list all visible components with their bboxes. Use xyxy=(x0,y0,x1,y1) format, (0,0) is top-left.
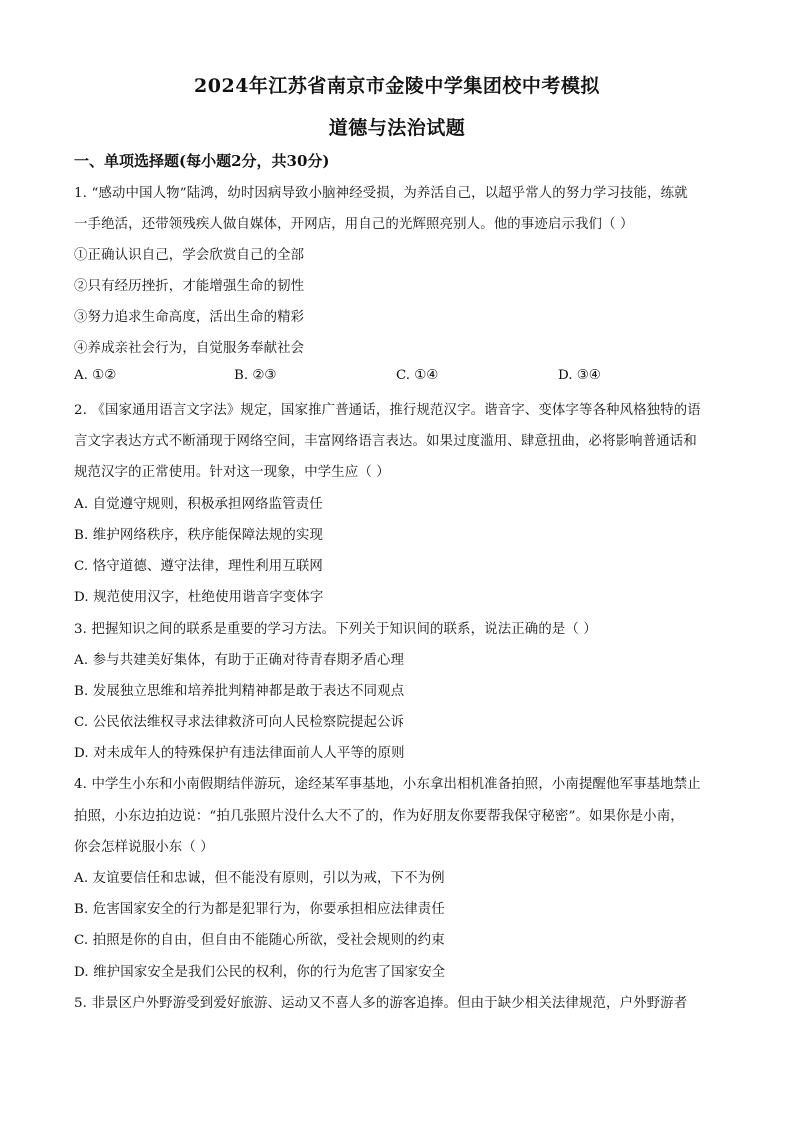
question-1-item-3: ③努力追求生命高度，活出生命的精彩 xyxy=(74,310,305,325)
question-4-option-a: A. 友谊要信任和忠诚，但不能没有原则，引以为戒，下不为例 xyxy=(74,871,445,886)
question-2-stem-line-1: 2. 《国家通用语言文字法》规定，国家推广普通话，推行规范汉字。谐音字、变体字等各种风格独特的语 xyxy=(74,403,701,418)
question-3-option-a: A. 参与共建美好集体，有助于正确对待青春期矛盾心理 xyxy=(74,653,405,668)
question-1-item-1: ①正确认识自己，学会欣赏自己的全部 xyxy=(74,248,305,263)
question-2-option-b: B. 维护网络秩序，秩序能保障法规的实现 xyxy=(74,528,323,543)
question-1-stem-line-1: 1. “感动中国人物”陆鸿，幼时因病导致小脑神经受损，为养活自己，以超乎常人的努力学习技能，练就 xyxy=(74,186,688,201)
question-4-stem-line-1: 4. 中学生小东和小南假期结伴游玩，途经某军事基地，小东拿出相机准备拍照，小南提醒他军事基地禁止 xyxy=(74,777,701,792)
question-3-option-c: C. 公民依法维权寻求法律救济可向人民检察院提起公诉 xyxy=(74,715,405,730)
question-1-choice-a: A. ①② xyxy=(74,368,117,383)
question-1-choice-b: B. ②③ xyxy=(234,368,277,383)
question-1-stem-line-2: 一手绝活，还带领残疾人做自媒体，开网店，用自己的光辉照亮别人。他的事迹启示我们（ ） xyxy=(74,217,634,232)
question-2-option-d: D. 规范使用汉字，杜绝使用谐音字变体字 xyxy=(74,590,324,605)
question-5-stem-line-1: 5. 非景区户外野游受到爱好旅游、运动又不喜人多的游客追捧。但由于缺少相关法律规范，户外野游者 xyxy=(74,996,688,1011)
question-2-option-a: A. 自觉遵守规则，积极承担网络监管责任 xyxy=(74,497,323,512)
question-4-stem-line-2: 拍照，小东边拍边说：“拍几张照片没什么大不了的，作为好朋友你要帮我保守秘密”。如果你是小南， xyxy=(74,809,684,824)
question-3-option-b: B. 发展独立思维和培养批判精神都是敢于表达不同观点 xyxy=(74,684,405,699)
question-3-stem-line-1: 3. 把握知识之间的联系是重要的学习方法。下列关于知识间的联系，说法正确的是（ ） xyxy=(74,622,597,637)
question-2-stem-line-2: 言文字表达方式不断涌现于网络空间，丰富网络语言表达。如果过度滥用、肆意扭曲，必将影响普通话和 xyxy=(74,434,697,449)
document-subtitle: 道德与法治试题 xyxy=(328,117,466,139)
question-4-option-d: D. 维护国家安全是我们公民的权利，你的行为危害了国家安全 xyxy=(74,965,446,980)
question-1-item-2: ②只有经历挫折，才能增强生命的韧性 xyxy=(74,279,305,294)
question-4-stem-line-3: 你会怎样说服小东（ ） xyxy=(74,840,214,855)
question-2-stem-line-3: 规范汉字的正常使用。针对这一现象，中学生应（ ） xyxy=(74,465,390,480)
question-2-option-c: C. 恪守道德、遵守法律，理性利用互联网 xyxy=(74,559,323,574)
question-4-option-b: B. 危害国家安全的行为都是犯罪行为，你要承担相应法律责任 xyxy=(74,902,445,917)
section-heading: 一、单项选择题(每小题2分，共30分) xyxy=(74,152,330,170)
document-title: 2024年江苏省南京市金陵中学集团校中考模拟 xyxy=(194,75,600,97)
question-1-choice-d: D. ③④ xyxy=(558,368,601,383)
question-1-choice-c: C. ①④ xyxy=(396,368,439,383)
question-4-option-c: C. 拍照是你的自由，但自由不能随心所欲，受社会规则的约束 xyxy=(74,933,445,948)
question-3-option-d: D. 对未成年人的特殊保护有违法律面前人人平等的原则 xyxy=(74,746,405,761)
question-1-item-4: ④养成亲社会行为，自觉服务奉献社会 xyxy=(74,341,305,356)
